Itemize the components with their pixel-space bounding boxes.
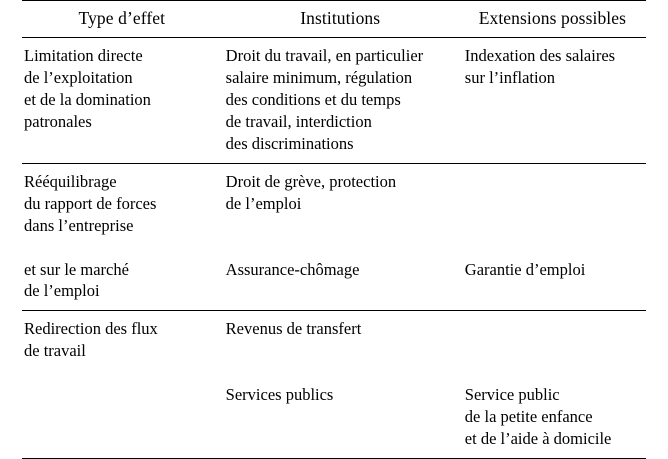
cell-line: Limitation directe (24, 45, 214, 67)
cell-line: de travail (24, 340, 214, 362)
cell-line: Garantie d’emploi (465, 259, 638, 281)
cell-line: de l’exploitation (24, 67, 214, 89)
cell-line: Redirection des flux (24, 318, 214, 340)
cell-line: Assurance-chômage (226, 259, 451, 281)
table-row (22, 38, 646, 164)
cell-line: des conditions et du temps (226, 89, 451, 111)
cell-line: Service public (465, 384, 638, 406)
cell-line: de l’emploi (226, 193, 451, 215)
table-cell-1 (22, 245, 222, 311)
table-row (22, 245, 646, 311)
cell-line: et sur le marché (24, 259, 214, 281)
table-cell-1 (22, 311, 222, 370)
column-header-extensions: Extensions possibles (459, 1, 646, 38)
cell-line: de travail, interdiction (226, 111, 451, 133)
table-cell-2 (222, 38, 459, 164)
table-cell-3 (459, 163, 646, 244)
cell-line: et de la domination (24, 89, 214, 111)
cell-line: dans l’entreprise (24, 215, 214, 237)
cell-line: de l’emploi (24, 280, 214, 302)
cell-line: salaire minimum, régulation (226, 67, 451, 89)
cell-line: Rééquilibrage (24, 171, 214, 193)
table-cell-3 (459, 245, 646, 311)
table-header (22, 1, 646, 38)
table-cell-1 (22, 370, 222, 458)
table-cell-3 (459, 311, 646, 370)
effects-table (22, 0, 646, 459)
table-body (22, 38, 646, 459)
cell-line: Services publics (226, 384, 451, 406)
cell-line: de la petite enfance (465, 406, 638, 428)
table-cell-1 (22, 163, 222, 244)
cell-line: et de l’aide à domicile (465, 428, 638, 450)
column-header-institutions: Institutions (222, 1, 459, 38)
cell-line: Revenus de transfert (226, 318, 451, 340)
cell-line: sur l’inflation (465, 67, 638, 89)
cell-line: Droit du travail, en particulier (226, 45, 451, 67)
table-cell-2 (222, 163, 459, 244)
cell-line: Droit de grève, protection (226, 171, 451, 193)
cell-line: du rapport de forces (24, 193, 214, 215)
table-row (22, 311, 646, 370)
cell-line: Indexation des salaires (465, 45, 638, 67)
table-row (22, 163, 646, 244)
table-cell-3 (459, 38, 646, 164)
cell-line: patronales (24, 111, 214, 133)
table-cell-3 (459, 370, 646, 458)
table-cell-1 (22, 38, 222, 164)
table-cell-2 (222, 245, 459, 311)
cell-line: des discriminations (226, 133, 451, 155)
table-cell-2 (222, 311, 459, 370)
table-cell-2 (222, 370, 459, 458)
table-row (22, 370, 646, 458)
column-header-type-effet: Type d’effet (22, 1, 222, 38)
